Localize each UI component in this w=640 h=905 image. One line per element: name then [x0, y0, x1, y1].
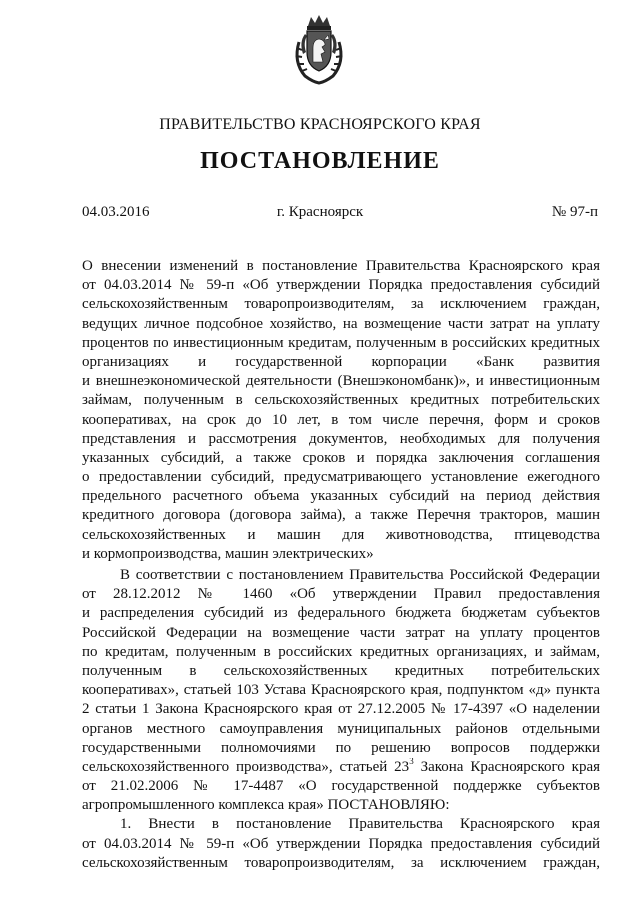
title-line: О внесении изменений в постановление Правительства Красноярского края — [82, 258, 600, 274]
body-line: от 04.03.2014 № 59-п «Об утверждении Порядка предоставления субсидий — [82, 835, 600, 852]
title-line: кредитного договора (договора займа), а также Перечня тракторов, машин — [82, 507, 600, 524]
body-line: государственными полномочиями по решению вопросов поддержки — [82, 739, 600, 756]
body-line-with-superscript — [82, 758, 600, 777]
document-number: № 97-п — [551, 204, 598, 220]
title-line: организациях и государственной корпорации «Банк развития — [82, 353, 600, 370]
title-line: ведущих личное подсобное хозяйство, на возмещение части затрат на уплату — [82, 315, 600, 332]
body-line: Российской Федерации на возмещение части затрат на уплату процентов — [82, 624, 600, 641]
resolution-body — [82, 566, 600, 873]
coat-of-arms-emblem — [291, 12, 347, 86]
organization-title: ПРАВИТЕЛЬСТВО КРАСНОЯРСКОГО КРАЯ — [159, 116, 481, 133]
title-line: представления и рассмотрения документов, необходимых для получения — [82, 430, 600, 447]
body-line: органов местного самоуправления муниципальных районов отдельными — [82, 720, 600, 737]
document-city: г. Красноярск — [276, 204, 364, 220]
body-line: по кредитам, полученным в российских кредитных организациях, и займам, — [82, 643, 600, 660]
body-line: и распределения субсидий из федерального бюджета бюджетам субъектов — [82, 605, 600, 622]
body-line: от 28.12.2012 № 1460 «Об утверждении Правил предоставления — [82, 586, 600, 603]
title-line: процентов по инвестиционным кредитам, полученным в российских кредитных — [82, 334, 600, 351]
body-line: сельскохозяйственным товаропроизводителям, за исключением граждан, — [82, 854, 600, 871]
title-line: предельного расчетного объема указанных субсидий на период действия — [82, 488, 600, 505]
title-line: и кормопроизводства, машин электрических» — [82, 545, 374, 562]
body-line: 1. Внести в постановление Правительства Красноярского края — [120, 816, 600, 833]
title-line: указанных субсидий, а также сроков и порядка заключения соглашения — [82, 449, 600, 466]
body-line: кооперативах», статьей 103 Устава Красноярского края, подпунктом «д» пункта — [82, 682, 600, 699]
resolution-title — [82, 257, 600, 564]
title-line: от 04.03.2014 № 59-п «Об утверждении Порядка предоставления субсидий — [82, 277, 600, 294]
title-line: и внешнеэкономической деятельности (Внешэкономбанк)», и инвестиционным — [82, 373, 600, 390]
body-line: В соответствии с постановлением Правительства Российской Федерации — [120, 567, 600, 583]
superscript: 3 — [409, 757, 414, 766]
title-line: сельскохозяйственным товаропроизводителям, за исключением граждан, — [82, 296, 600, 313]
body-line: агропромышленного комплекса края» ПОСТАНОВЛЯЮ: — [82, 797, 450, 814]
body-line: от 21.02.2006 № 17-4487 «О государственной поддержке субъектов — [82, 778, 600, 795]
body-line: полученным в сельскохозяйственных кредитных потребительских — [82, 662, 600, 679]
body-line-part: Закона Красноярского края — [413, 758, 600, 775]
title-line: о предоставлении субсидий, предусматривающего установление ежегодного — [82, 469, 600, 486]
document-type-heading: ПОСТАНОВЛЕНИЕ — [200, 148, 440, 174]
body-line-part: сельскохозяйственного производства», статьей 23 — [82, 758, 410, 775]
title-line: займам, полученным в сельскохозяйственных кредитных потребительских — [82, 392, 600, 409]
document-date: 04.03.2016 — [82, 204, 150, 220]
title-line: кооперативах, на срок до 10 лет, в том числе перечня, форм и сроков — [82, 411, 600, 428]
title-line: сельскохозяйственных и машин для животноводства, птицеводства — [82, 526, 600, 543]
body-line: 2 статьи 1 Закона Красноярского края от 27.12.2005 № 17-4397 «О наделении — [82, 701, 600, 718]
